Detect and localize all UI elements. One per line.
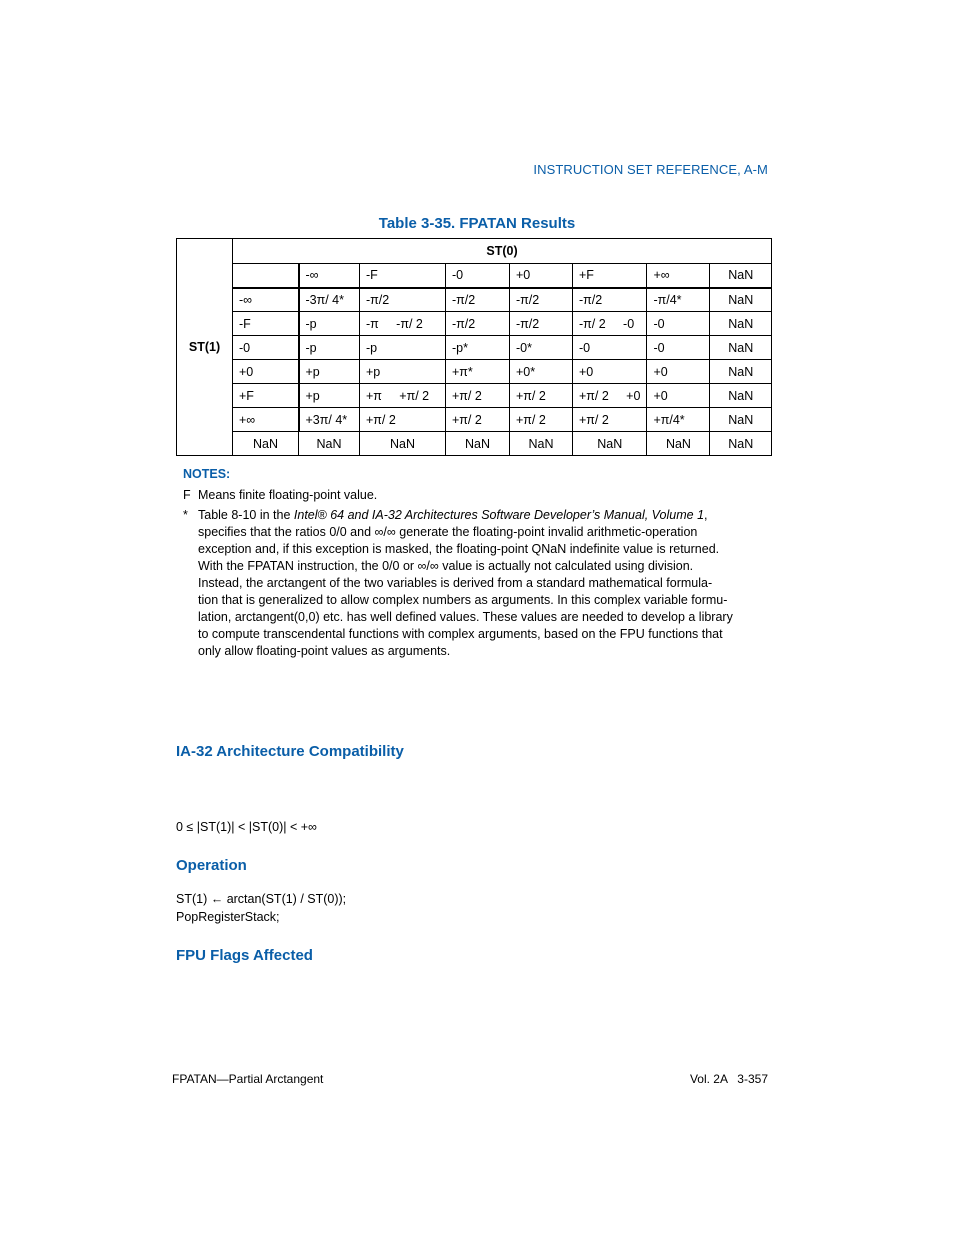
table-cell: -p — [299, 312, 360, 336]
table-cell: +π/ 2 — [360, 408, 446, 432]
table-cell: NaN — [710, 336, 772, 360]
code-line: PopRegisterStack; — [176, 910, 280, 924]
row-header: +0 — [233, 360, 299, 384]
table-cell: -0 — [647, 312, 710, 336]
operation-heading: Operation — [176, 857, 247, 874]
table-row — [177, 288, 772, 312]
note-line: specifies that the ratios 0/0 and ∞/∞ generate the floating-point invalid arithmetic-operation — [198, 525, 698, 539]
table-cell: -π/2 — [446, 312, 510, 336]
note-star — [183, 507, 768, 660]
table-cell: +π/ 2 — [446, 384, 510, 408]
table-row — [177, 312, 772, 336]
table-cell: -p — [360, 336, 446, 360]
table-cell: NaN — [710, 432, 772, 456]
row-header: +F — [233, 384, 299, 408]
table-row — [177, 336, 772, 360]
table-cell: NaN — [446, 432, 510, 456]
table-cell: -p* — [446, 336, 510, 360]
code-line: ST(1) ← arctan(ST(1) / ST(0)); — [176, 892, 347, 906]
table-cell: NaN — [710, 408, 772, 432]
table-cell: -π/2 — [573, 288, 647, 312]
table-cell: +π/4* — [647, 408, 710, 432]
manual-reference: Intel® 64 and IA-32 Architectures Software Developer’s Manual, Volume 1 — [293, 508, 705, 522]
note-line: tion that is generalized to allow complex numbers as arguments. In this complex variable formu- — [198, 593, 728, 607]
note-body: Table 8-10 in the Intel® 64 and IA-32 Architectures Software Developer’s Manual, Volume 1, specifies that the ratios 0/0 and ∞/∞ generate the floating-point invalid arithmetic-operation exception and, if this exception is masked, the floating-point QNaN indefinite value is returned. With the FPATAN instruction, the 0/0 or ∞/∞ value is actually not calculated using division. Instead, the arctangent of the two variables is derived from a standard mathematical formula- tion that is generalized to allow complex numbers as arguments. In this complex variable formu- lation, arctangent(0,0) etc. has well defined values. These values are needed to develop a library to compute transcendental functions with complex arguments, based on the FPU functions that only allow floating-point values as arguments. — [198, 508, 733, 658]
footer-page-number: Vol. 2A 3-357 — [689, 1072, 768, 1086]
note-line: With the FPATAN instruction, the 0/0 or ∞/∞ value is actually not calculated using division. — [198, 559, 694, 573]
table-cell: +0* — [510, 360, 573, 384]
table-cell: -p — [299, 336, 360, 360]
st1-label: ST(1) — [177, 239, 233, 456]
note-line: Instead, the arctangent of the two variables is derived from a standard mathematical formula- — [198, 576, 713, 590]
fpatan-results-table — [176, 238, 772, 456]
table-cell: NaN — [510, 432, 573, 456]
table-row — [177, 360, 772, 384]
table-cell: +3π/ 4* — [299, 408, 360, 432]
footer-title: FPATAN—Partial Arctangent — [172, 1072, 324, 1086]
column-header: -0 — [446, 264, 510, 288]
flags-heading: FPU Flags Affected — [176, 947, 313, 964]
table-cell: +π/ 2 — [510, 408, 573, 432]
note-line: to compute transcendental functions with complex arguments, based on the FPU functions that — [198, 627, 723, 641]
note-line: exception and, if this exception is masked, the floating-point QNaN indefinite value is returned. — [198, 542, 720, 556]
table-cell: +p — [360, 360, 446, 384]
table-cell: -π/2 — [446, 288, 510, 312]
running-header: INSTRUCTION SET REFERENCE, A-M — [533, 162, 768, 177]
row-header: -F — [233, 312, 299, 336]
note-finite — [183, 487, 768, 504]
table-title: Table 3-35. FPATAN Results — [378, 215, 576, 232]
compat-text: 0 ≤ |ST(1)| < |ST(0)| < +∞ — [176, 820, 317, 834]
notes-heading: NOTES: — [183, 467, 231, 481]
note-text: Means finite floating-point value. — [198, 488, 378, 502]
table-cell: NaN — [573, 432, 647, 456]
operation-code — [176, 890, 346, 926]
table-cell: +0 — [647, 384, 710, 408]
column-header: +0 — [510, 264, 573, 288]
note-marker: * — [183, 508, 188, 522]
note-marker: F — [183, 488, 191, 502]
table-cell: -π/2 — [510, 312, 573, 336]
table-cell: NaN — [710, 384, 772, 408]
table-cell: +π/ 2 — [510, 384, 573, 408]
table-cell: +π/ 2 — [573, 408, 647, 432]
note-line: lation, arctangent(0,0) etc. has well defined values. These values are needed to develop a library — [198, 610, 733, 624]
table-cell: NaN — [360, 432, 446, 456]
table-cell: +0 — [573, 360, 647, 384]
table-cell: NaN — [299, 432, 360, 456]
table-cell: -0 — [647, 336, 710, 360]
table-row — [177, 384, 772, 408]
row-header: +∞ — [233, 408, 299, 432]
table-row — [177, 408, 772, 432]
row-header: -0 — [233, 336, 299, 360]
table-cell: +π/ 2 +0 — [573, 384, 647, 408]
column-header: -∞ — [299, 264, 360, 288]
note-line: only allow floating-point values as arguments. — [198, 644, 451, 658]
table-cell: +0 — [647, 360, 710, 384]
column-header: -F — [360, 264, 446, 288]
table-cell: +p — [299, 360, 360, 384]
table-row — [177, 432, 772, 456]
table-cell: -π/2 — [510, 288, 573, 312]
table-cell: -π/2 — [360, 288, 446, 312]
column-header: +F — [573, 264, 647, 288]
table-cell: -π -π/ 2 — [360, 312, 446, 336]
column-header: +∞ — [647, 264, 710, 288]
table-cell: -0* — [510, 336, 573, 360]
st0-label: ST(0) — [233, 239, 772, 264]
table-cell: NaN — [710, 360, 772, 384]
column-header — [233, 264, 299, 288]
compat-heading: IA-32 Architecture Compatibility — [176, 743, 404, 760]
table-cell: -π/ 2 -0 — [573, 312, 647, 336]
table-cell: +p — [299, 384, 360, 408]
table-cell: -3π/ 4* — [299, 288, 360, 312]
table-cell: +π* — [446, 360, 510, 384]
table-cell: +π/ 2 — [446, 408, 510, 432]
table-cell: +π +π/ 2 — [360, 384, 446, 408]
table-cell: NaN — [710, 312, 772, 336]
table-cell: -π/4* — [647, 288, 710, 312]
table-cell: -0 — [573, 336, 647, 360]
column-header: NaN — [710, 264, 772, 288]
table-cell: NaN — [710, 288, 772, 312]
row-header: -∞ — [233, 288, 299, 312]
row-header: NaN — [233, 432, 299, 456]
note-text: Table 8-10 in the — [198, 508, 294, 522]
table-header-row — [177, 264, 772, 288]
table-cell: NaN — [647, 432, 710, 456]
